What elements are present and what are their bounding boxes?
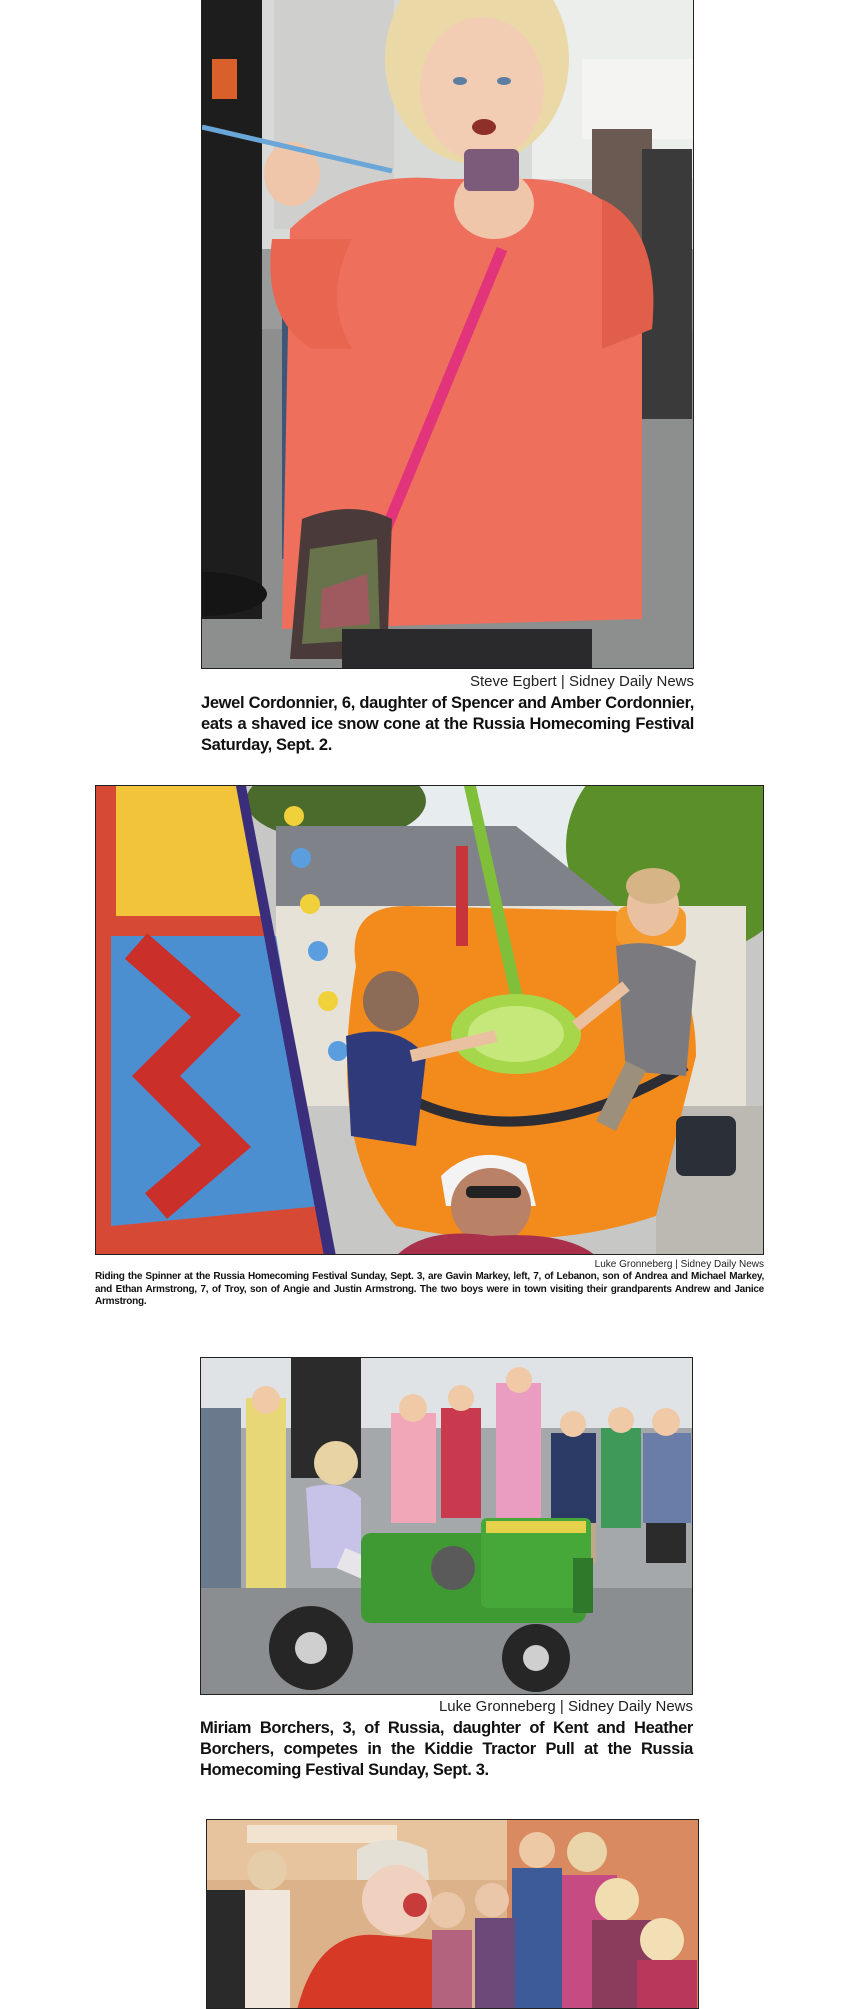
photo-girl-snow-cone [201,0,694,669]
photo-kiddie-tractor [200,1357,693,1695]
photo-credit: Luke Gronneberg | Sidney Daily News [594,1259,764,1270]
photo-clown-children [206,1819,699,2009]
photo-credit: Luke Gronneberg | Sidney Daily News [438,1698,693,1715]
photo-caption: Riding the Spinner at the Russia Homecoming Festival Sunday, Sept. 3, are Gavin Markey, left, 7, of Lebanon, son of Andrea and Michael Markey, and Ethan Armstrong, 7, of Troy, son of Angie and Justin Armstrong. The two boys were in town visiting their grandparents Andrew and Janice Armstrong. [95,1271,764,1307]
photo-caption: Miriam Borchers, 3, of Russia, daughter of Kent and Heather Borchers, competes in the Kiddie Tractor Pull at the Russia Homecoming Festival Sunday, Sept. 3. [200,1719,693,1779]
photo-credit: Steve Egbert | Sidney Daily News [470,673,694,690]
photo-spinner-ride [95,785,764,1255]
photo-caption: Jewel Cordonnier, 6, daughter of Spencer and Amber Cordonnier, eats a shaved ice snow cone at the Russia Homecoming Festival Saturday, Sept. 2. [201,694,694,754]
